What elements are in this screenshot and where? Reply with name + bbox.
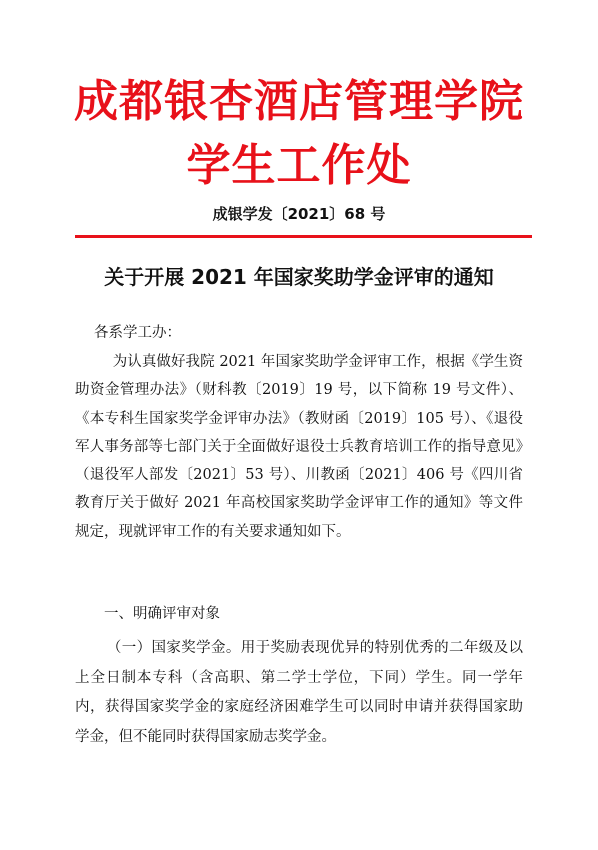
document-number: 成银学发〔2021〕68 号 [212, 205, 386, 223]
org-name-line1: 成都银杏酒店管理学院 [74, 76, 524, 127]
body-paragraph-2: （一）国家奖学金。用于奖励表现优异的特别优秀的二年级及以上全日制本专科（含高职、第二学士学位，下同）学生。同一学年内，获得国家奖学金的家庭经济困难学生可以同时申请并获得国家助学金，但不能同时获得国家励志奖学金。 [75, 640, 523, 745]
red-divider-line [75, 235, 532, 238]
salutation: 各系学工办： [94, 325, 181, 341]
body-paragraph-1: 为认真做好我院 2021 年国家奖助学金评审工作，根据《学生资助资金管理办法》（财科教〔2019〕19 号，以下简称 19 号文件）、《本专科生国家奖学金评审办法》（教财函〔2019〕105 号）、《退役军人事务部等七部门关于全面做好退役士兵教育培训工作的指导意见》（退役军人部发〔2021〕53 号）、川教函〔2021〕406 号《四川省教育厅关于做好 2021 年高校国家奖助学金评审工作的通知》等文件规定，现就评审工作的有关要求通知如下。 [75, 354, 523, 540]
org-name-line2: 学生工作处 [186, 140, 412, 191]
section-heading-1: 一、明确评审对象 [104, 606, 220, 622]
notice-title: 关于开展 2021 年国家奖助学金评审的通知 [104, 265, 494, 289]
